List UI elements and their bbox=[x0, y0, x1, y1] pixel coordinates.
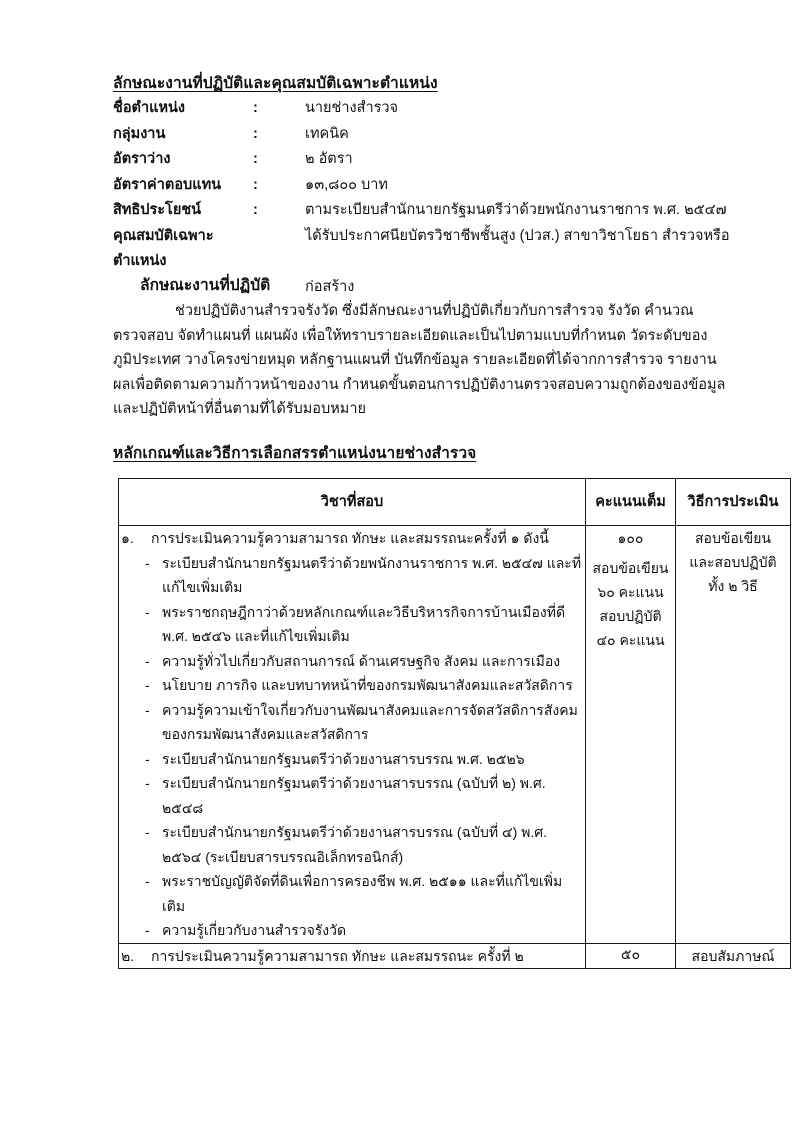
cell-subject bbox=[119, 943, 586, 969]
list-item bbox=[119, 747, 585, 772]
detail-row bbox=[113, 173, 733, 199]
detail-row bbox=[113, 122, 733, 148]
list-item-label: ความรู้ทั่วไปเกี่ยวกับสถานการณ์ ด้านเศรษฐกิจ สังคม และการเมือง bbox=[162, 652, 561, 669]
list-item-label: ความรู้ความเข้าใจเกี่ยวกับงานพัฒนาสังคมและการจัดสวัสดิการสังคมของกรมพัฒนาสังคมและสวัสดิการ bbox=[162, 701, 578, 742]
detail-row bbox=[113, 96, 733, 122]
list-item-label: พระราชกฤษฎีกาว่าด้วยหลักเกณฑ์และวิธีบริหารกิจการบ้านเมืองที่ดี พ.ศ. ๒๕๔๖ และที่แก้ไขเพิ่มเติม bbox=[162, 603, 566, 644]
detail-label: อัตราค่าตอบแทน bbox=[113, 176, 222, 193]
dash-icon: - bbox=[145, 701, 150, 718]
table-row bbox=[119, 943, 791, 969]
item-title-line bbox=[119, 944, 585, 969]
dash-icon: - bbox=[145, 750, 150, 767]
list-item bbox=[119, 698, 585, 747]
detail-colon: : bbox=[253, 176, 258, 193]
list-item-label: ระเบียบสำนักนายกรัฐมนตรีว่าด้วยงานสารบรรณ (ฉบับที่ ๔) พ.ศ. ๒๕๖๔ (ระเบียบสารบรรณอิเล็กทรอนิกส์) bbox=[162, 824, 548, 865]
detail-label: สิทธิประโยชน์ bbox=[113, 202, 202, 218]
dash-icon: - bbox=[145, 652, 150, 669]
detail-value: นายช่างสำรวจ bbox=[305, 100, 399, 116]
detail-label: คุณสมบัติเฉพาะตำแหน่ง bbox=[113, 227, 214, 269]
dash-icon: - bbox=[145, 873, 150, 889]
position-details-list bbox=[113, 96, 733, 300]
detail-colon: : bbox=[253, 202, 258, 218]
score-total: ๑๐๐ bbox=[617, 530, 644, 546]
list-item-label: นโยบาย ภารกิจ และบทบาทหน้าที่ของกรมพัฒนาสังคมและสวัสดิการ bbox=[162, 677, 573, 693]
detail-colon: : bbox=[253, 125, 258, 142]
detail-colon: : bbox=[253, 151, 258, 167]
detail-colon: : bbox=[253, 100, 258, 116]
detail-label: อัตราว่าง bbox=[113, 151, 171, 167]
table-row bbox=[119, 526, 791, 944]
exam-criteria-table bbox=[118, 478, 791, 969]
position-details-heading: ลักษณะงานที่ปฏิบัติและคุณสมบัติเฉพาะตำแหน่ง bbox=[113, 75, 438, 92]
item-title: การประเมินความรู้ความสามารถ ทักษะ และสมรรถนะครั้งที่ ๑ ดังนี้ bbox=[151, 530, 549, 546]
list-item bbox=[119, 820, 585, 869]
detail-row bbox=[113, 147, 733, 173]
column-header-subject: วิชาที่สอบ bbox=[119, 479, 586, 526]
detail-row bbox=[113, 224, 733, 275]
cell-score bbox=[586, 943, 676, 969]
detail-value: ๒ อัตรา bbox=[305, 151, 353, 167]
subject-bullet-list bbox=[119, 551, 585, 943]
list-item-label: ระเบียบสำนักนายกรัฐมนตรีว่าด้วยงานสารบรรณ (ฉบับที่ ๒) พ.ศ. ๒๕๔๘ bbox=[162, 775, 546, 816]
score-breakdown-line: สอบข้อเขียน bbox=[592, 560, 669, 576]
dash-icon: - bbox=[145, 775, 150, 791]
cell-subject bbox=[119, 526, 586, 944]
item-title: การประเมินความรู้ความสามารถ ทักษะ และสมรรถนะ ครั้งที่ ๒ bbox=[151, 947, 524, 964]
list-item-label: ระเบียบสำนักนายกรัฐมนตรีว่าด้วยพนักงานราชการ พ.ศ. ๒๕๔๗ และที่แก้ไขเพิ่มเติม bbox=[162, 554, 582, 595]
detail-value: ได้รับประกาศนียบัตรวิชาชีพชั้นสูง (ปวส.) สาขาวิชาโยธา สำรวจหรือ bbox=[305, 227, 730, 244]
detail-label: กลุ่มงาน bbox=[113, 125, 166, 142]
score-total: ๕๐ bbox=[620, 945, 641, 962]
method-line: ทั้ง ๒ วิธี bbox=[708, 578, 758, 594]
list-item bbox=[119, 869, 585, 918]
column-header-method: วิธีการประเมิน bbox=[676, 479, 791, 526]
detail-label: ชื่อตำแหน่ง bbox=[113, 100, 186, 116]
detail-row bbox=[113, 198, 733, 224]
list-item-label: ระเบียบสำนักนายกรัฐมนตรีว่าด้วยงานสารบรรณ พ.ศ. ๒๕๒๖ bbox=[162, 750, 525, 767]
table-header-row bbox=[119, 479, 791, 526]
list-item bbox=[119, 600, 585, 649]
dash-icon: - bbox=[145, 824, 150, 840]
item-title-line bbox=[119, 526, 585, 551]
list-item-label: พระราชบัญญัติจัดที่ดินเพื่อการครองชีพ พ.ศ. ๒๕๑๑ และที่แก้ไขเพิ่มเติม bbox=[162, 873, 563, 914]
method-line: สอบข้อเขียน bbox=[695, 530, 771, 546]
detail-value: ๑๓,๘๐๐ บาท bbox=[305, 176, 388, 193]
detail-value: เทคนิค bbox=[305, 125, 349, 142]
dash-icon: - bbox=[145, 922, 150, 938]
list-item bbox=[119, 649, 585, 674]
detail-value: ก่อสร้าง bbox=[305, 278, 355, 295]
list-item bbox=[119, 551, 585, 600]
dash-icon: - bbox=[145, 677, 150, 693]
method-line: และสอบปฏิบัติ bbox=[689, 554, 777, 570]
dash-icon: - bbox=[145, 603, 150, 620]
list-item bbox=[119, 771, 585, 820]
list-item-label: ความรู้เกี่ยวกับงานสำรวจรังวัด bbox=[162, 922, 347, 938]
criteria-heading: หลักเกณฑ์และวิธีการเลือกสรรตำแหน่งนายช่างสำรวจ bbox=[113, 445, 477, 462]
item-number: ๑. bbox=[121, 530, 134, 546]
score-breakdown-line: สอบปฏิบัติ bbox=[599, 608, 662, 624]
dash-icon: - bbox=[145, 554, 150, 571]
duties-heading: ลักษณะงานที่ปฏิบัติ bbox=[140, 277, 271, 294]
item-number: ๒. bbox=[121, 947, 135, 964]
score-breakdown-line: ๖๐ คะแนน bbox=[597, 584, 664, 600]
duties-paragraph: ช่วยปฏิบัติงานสำรวจรังวัด ซึ่งมีลักษณะงานที่ปฏิบัติเกี่ยวกับการสำรวจ รังวัด คำนวณ ตรวจสอบ จัดทำแผนที่ แผนผัง เพื่อให้ทราบรายละเอียดและเป็นไปตามแบบที่กำหนด วัดระดับของภูมิประเทศ วางโครงข่ายหมุด หลักฐานแผนที่ บันทึกข้อมูล รายละเอียดที่ได้จากการสำรวจ รายงานผลเพื่อติดตามความก้าวหน้าของงาน กำหนดขั้นตอนการปฏิบัติงานตรวจสอบความถูกต้องของข้อมูล และปฏิบัติหน้าที่อื่นตามที่ได้รับมอบหมาย bbox=[113, 303, 726, 417]
column-header-score: คะแนนเต็ม bbox=[586, 479, 676, 526]
cell-method bbox=[676, 526, 791, 944]
cell-method bbox=[676, 943, 791, 969]
detail-value: ตามระเบียบสำนักนายกรัฐมนตรีว่าด้วยพนักงานราชการ พ.ศ. ๒๕๔๗ bbox=[305, 202, 727, 218]
cell-score bbox=[586, 526, 676, 944]
list-item bbox=[119, 918, 585, 943]
score-breakdown-line: ๔๐ คะแนน bbox=[596, 632, 665, 648]
list-item bbox=[119, 673, 585, 698]
method-line: สอบสัมภาษณ์ bbox=[691, 947, 775, 964]
